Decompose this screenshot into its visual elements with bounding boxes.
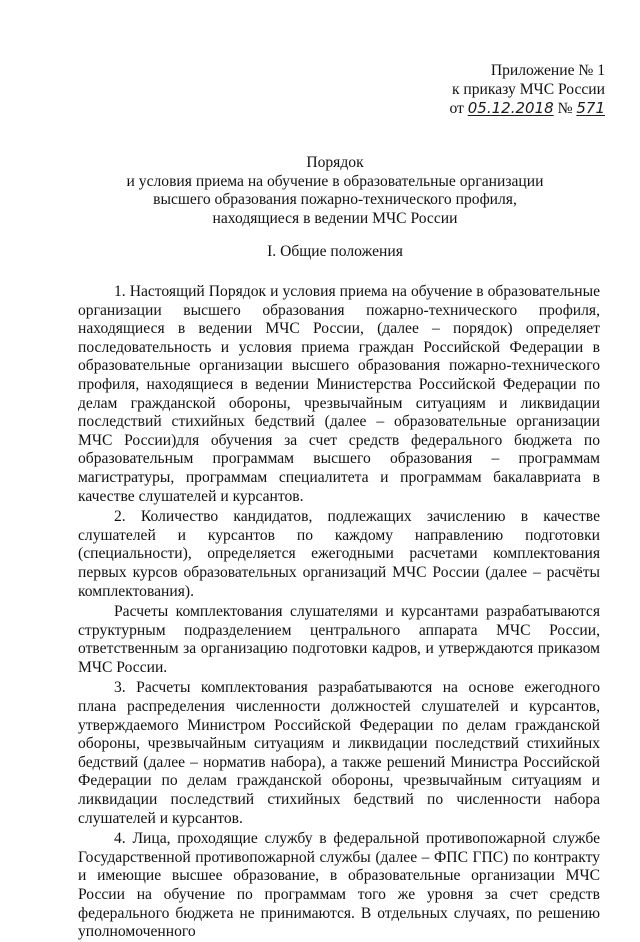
document-title	[80, 154, 590, 228]
paragraph-2: 2. Количество кандидатов, подлежащих зачислению в качестве слушателей и курсантов по каждому направлению подготовки (специальности), определяется ежегодными расчетами комплектования первых курсов образовательных организаций МЧС России (далее – расчёты комплектования).	[78, 508, 600, 600]
order-number: 571	[576, 99, 605, 118]
number-prefix: №	[557, 100, 573, 118]
document-body	[78, 283, 600, 942]
appendix-order-ref: к приказу МЧС России	[451, 80, 605, 98]
title-line-4: находящиеся в ведении МЧС России	[212, 209, 458, 227]
paragraph-1: 1. Настоящий Порядок и условия приема на обучение в образовательные организации высшего образования пожарно-технического профиля, находящиеся в ведении МЧС России, (далее – порядок) определяет последовательность и условия приема граждан Российской Федерации в образовательные организации высшего образования пожарно-технического профиля, находящиеся в ведении Министерства Российской Федерации по делам гражданской обороны, чрезвычайным ситуациям и ликвидации последствий стихийных бедствий (далее – образовательные организации МЧС России)для обучения за счет средств федерального бюджета по образовательным программам высшего образования – программам магистратуры, программам специалитета и программам бакалавриата в качестве слушателей и курсантов.	[78, 283, 600, 505]
appendix-title: Приложение № 1	[490, 62, 605, 79]
appendix-block	[445, 62, 605, 119]
section-title: I. Общие положения	[267, 243, 403, 260]
title-line-1: Порядок	[306, 154, 364, 171]
title-line-2: и условия приема на обучение в образовательные организации	[126, 172, 544, 190]
order-date: 05.12.2018	[467, 99, 554, 118]
title-line-3: высшего образования пожарно-технического профиля,	[153, 191, 517, 209]
paragraph-3: 3. Расчеты комплектования разрабатываются на основе ежегодного плана распределения численности должностей слушателей и курсантов, утверждаемого Министром Российской Федерации по делам гражданской обороны, чрезвычайным ситуациям и ликвидации последствий стихийных бедствий (далее – норматив набора), а также решений Министра Российской Федерации по делам гражданской обороны, чрезвычайным ситуациям и ликвидации последствий стихийных бедствий по численности набора слушателей и курсантов.	[78, 679, 600, 827]
paragraph-4: 4. Лица, проходящие службу в федеральной противопожарной службе Государственной противопожарной службы (далее – ФПС ГПС) по контракту и имеющие высшее образование, в образовательные организации МЧС России на обучение по программам того же уровня за счет средств федерального бюджета не принимаются. В отдельных случаях, по решению уполномоченного	[78, 830, 600, 941]
date-prefix: от	[449, 100, 464, 118]
appendix-date-line	[445, 99, 605, 119]
paragraph-2-continued: Расчеты комплектования слушателями и курсантами разрабатываются структурным подразделением центрального аппарата МЧС России, ответственным за организацию подготовки кадров, и утверждаются приказом МЧС России.	[78, 603, 600, 676]
